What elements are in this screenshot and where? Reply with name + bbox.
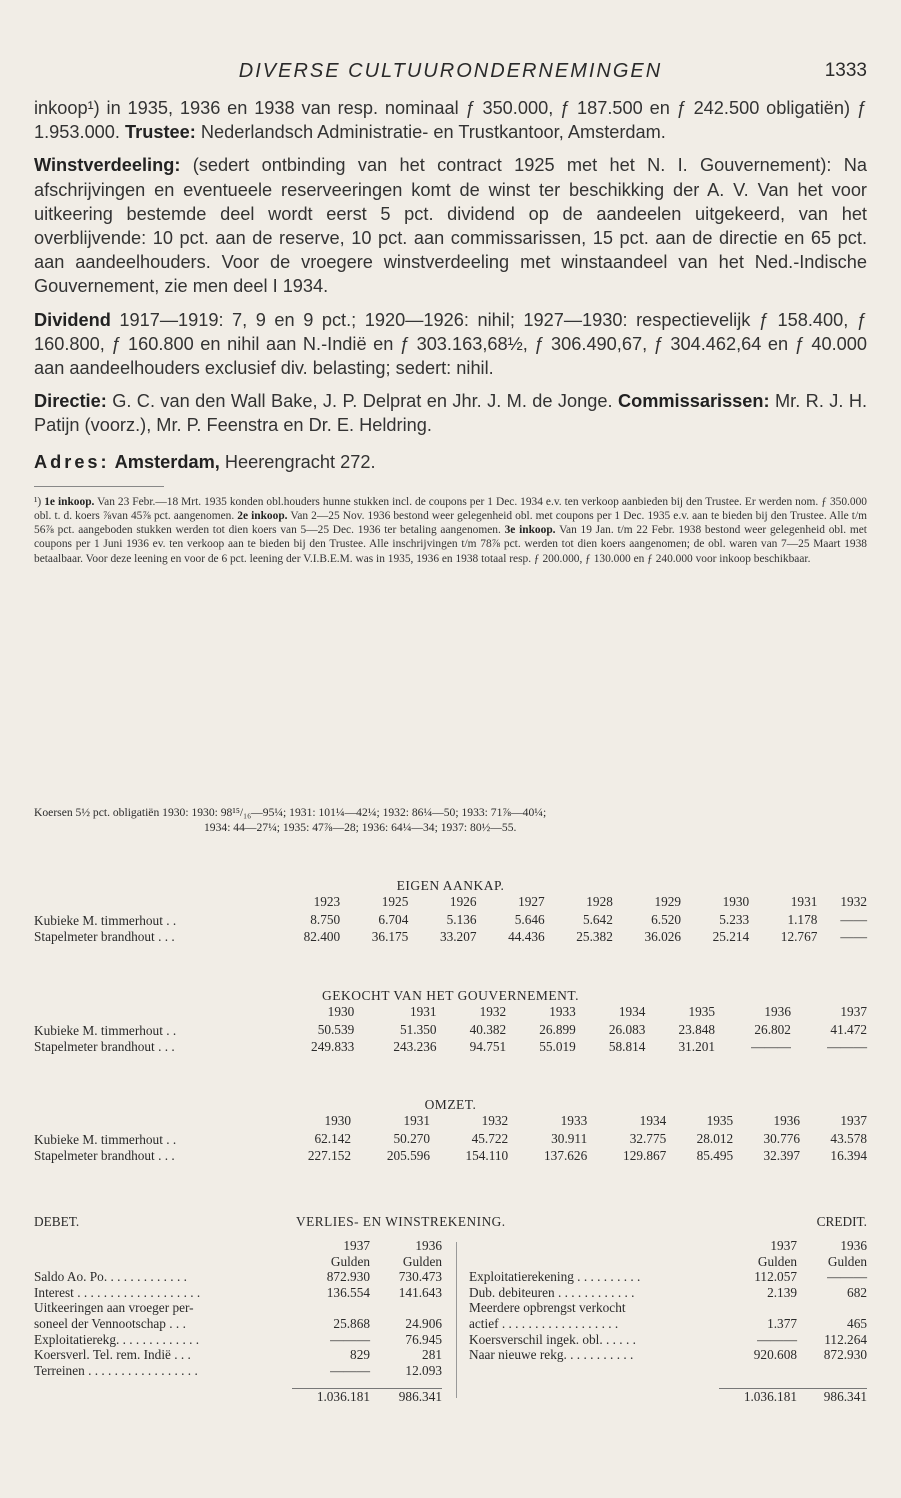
omzet-cell: 227.152: [307, 1148, 352, 1163]
eigen_aankap-cell: ——: [840, 911, 867, 927]
gekocht-row-label: Kubieke M. timmerhout . .: [34, 1023, 177, 1038]
gekocht-year-row: [34, 1004, 867, 1020]
gekocht-cell: 26.083: [608, 1021, 646, 1037]
debet-year-1937: 1937: [343, 1238, 370, 1253]
debet-value-1936: 76.945: [405, 1331, 442, 1347]
intro-text: inkoop¹) in 1935, 1936 en 1938 van resp. nominaal ƒ 350.000, ƒ 187.500 en ƒ 242.500 obligatiën) ƒ 1.953.000.: [34, 98, 867, 143]
debet-value-1936: 281: [422, 1347, 442, 1363]
intro-paragraph: [34, 96, 867, 144]
omzet-row: [34, 1129, 867, 1148]
omzet-table: [34, 1113, 867, 1164]
debet-row-label: Koersverl. Tel. rem. Indië . . .: [34, 1347, 191, 1363]
omzet-year-1935: 1935: [706, 1113, 734, 1128]
credit-years-row: [469, 1238, 867, 1254]
footnote-2e-inkoop-label: 2e inkoop.: [237, 510, 288, 523]
omzet-year-label-cell: [34, 1113, 272, 1129]
debet-row: [34, 1269, 442, 1285]
eigen_aankap-cell: 1.178: [787, 911, 818, 927]
gekocht-year-1934: 1934: [618, 1004, 646, 1019]
eigen_aankap-cell: 6.704: [378, 911, 409, 927]
footnote-separator: [34, 486, 164, 487]
eigen-aankap-section: [34, 878, 867, 945]
omzet-cell: 28.012: [696, 1130, 734, 1146]
omzet-year-1930: 1930: [324, 1113, 352, 1128]
debet-unit-label: [34, 1254, 292, 1270]
debet-value-1937: [292, 1300, 370, 1316]
credit-gap: [797, 1378, 867, 1388]
credit-gap: [469, 1378, 719, 1388]
credit-value-1937: [719, 1300, 797, 1316]
credit-total-label: [469, 1388, 719, 1404]
credit-value-1936: [797, 1300, 867, 1316]
debet-total-1937: 1.036.181: [292, 1388, 370, 1404]
eigen_aankap-row-label: Stapelmeter brandhout . . .: [34, 929, 175, 944]
debet-value-1936: 730.473: [398, 1269, 442, 1285]
commissarissen-text: Mr. R. J. H. Patijn (voorz.), Mr. P. Feenstra en Dr. E. Heldring.: [34, 391, 868, 436]
credit-row: [469, 1269, 867, 1285]
credit-row: [469, 1347, 867, 1363]
gekocht-cell: 41.472: [830, 1021, 867, 1037]
omzet-year-1931: 1931: [403, 1113, 431, 1128]
credit-value-1937: 112.057: [754, 1269, 797, 1285]
koersen-block: [34, 806, 867, 835]
omzet-cell: 30.911: [551, 1130, 588, 1146]
directie-label: Directie:: [34, 391, 107, 412]
omzet-section: [34, 1097, 867, 1164]
debet-gap: [370, 1378, 442, 1388]
eigen_aankap-year-1926: 1926: [449, 894, 477, 909]
credit-spacer-row: [469, 1363, 867, 1379]
vw-divider: [456, 1242, 457, 1398]
gekocht-row-label: Stapelmeter brandhout . . .: [34, 1039, 175, 1054]
adres-city: Amsterdam,: [114, 451, 220, 472]
eigen_aankap-cell: 8.750: [310, 911, 341, 927]
body-text: [34, 96, 867, 566]
footnote-3e-inkoop-text: Van 19 Jan. t/m 22 Febr. 1938 bestond weer gelegenheid obl. met coupons per 1 Juni 1936 ev. ten verkoop aan te bieden bij den Trustee. Alle inschrijvingen t/m 78⅞ pct. werden tot dien koers aangenomen; de obl. waren van 7—25 Maart 1938 betaalbaar. Voor deze leening en voor de 6 pct. leening der V.I.B.E.M. was in 1935, 1936 en 1938 totaal resp. ƒ 200.000, ƒ 130.000 en ƒ 240.000 voor inkoop beschikbaar.: [34, 524, 867, 565]
credit-row: [469, 1332, 867, 1348]
debet-unit-1937: Gulden: [330, 1253, 370, 1269]
credit-row-label: Dub. debiteuren . . . . . . . . . . . .: [469, 1284, 635, 1300]
gekocht-row: [34, 1039, 867, 1055]
debet-label: DEBET.: [34, 1214, 80, 1229]
omzet-year-1932: 1932: [481, 1113, 509, 1128]
credit-value-1936: 682: [847, 1284, 867, 1300]
trustee-text: Nederlandsch Administratie- en Trustkantoor, Amsterdam.: [200, 122, 666, 143]
vw-debet-table: [34, 1238, 442, 1404]
eigen_aankap-row-label: Kubieke M. timmerhout . .: [34, 913, 177, 928]
debet-row: [34, 1285, 442, 1301]
koersen-line-1: Koersen 5½ pct. obligatiën 1930: 1930: 98¹⁵/₁₆—95¼; 1931: 101¼—42¼; 1932: 86¼—50; 1933: 71⅞—40¼;: [34, 806, 547, 819]
commissarissen-label: Commissarissen:: [617, 391, 770, 412]
omzet-year-1934: 1934: [639, 1113, 667, 1128]
omzet-cell: 16.394: [830, 1148, 867, 1163]
eigen_aankap-cell: 25.382: [576, 929, 613, 944]
debet-row-label: soneel der Vennootschap . . .: [34, 1315, 186, 1331]
footnote: [34, 495, 867, 566]
credit-value-1936: 872.930: [823, 1347, 867, 1363]
eigen_aankap-cell: 12.767: [780, 929, 818, 944]
credit-year-1936: 1936: [840, 1238, 867, 1253]
vw-debet-column: [34, 1238, 442, 1404]
dividend-label: Dividend: [34, 309, 111, 330]
debet-row: [34, 1316, 442, 1332]
debet-unit-1936: Gulden: [402, 1253, 442, 1269]
eigen_aankap-row: [34, 910, 867, 929]
footnote-1e-inkoop-text: Van 23 Febr.—18 Mrt. 1935 konden obl.houders hunne stukken incl. de coupons per 1 Dec. 1934 e.v. ten verkoop aanbieden bij den Trustee. Er werden nom. ƒ 350.000 obl. t. d. koers ⅞van 45⅞ pct. aangenomen.: [34, 495, 867, 523]
winstverdeeling-text: (sedert ontbinding van het contract 1925 met het N. I. Gouvernement): Na afschrijvingen en eventueele reserveeringen komt de winst ter beschikking der A. V. Van het voor uitkeering bestemde deel wordt eerst 5 pct. dividend op de aandeelen uitgekeerd, van het overblijvende: 10 pct. aan de reserve, 10 pct. aan commissarissen, 15 pct. aan de directie en 65 pct. aan aandeelhouders. Voor de vroegere winstverdeeling met winstaandeel van het Ned.-Indische Gouvernement, zie men deel I 1934.: [34, 155, 867, 297]
adres-paragraph: [34, 450, 867, 474]
running-header: [34, 60, 867, 90]
debet-row: [34, 1300, 442, 1316]
gekocht-cell: 51.350: [399, 1021, 437, 1037]
omzet-cell: 50.270: [393, 1130, 431, 1146]
credit-value-1937: ———: [757, 1331, 797, 1347]
credit-value-1936: 465: [847, 1315, 867, 1331]
gekocht-cell: 243.236: [393, 1039, 437, 1054]
credit-value-1937: 1.377: [767, 1315, 797, 1331]
eigen_aankap-cell: 44.436: [508, 929, 545, 944]
debet-value-1937: 872.930: [326, 1269, 370, 1285]
directie-paragraph: [34, 389, 867, 437]
credit-row: [469, 1300, 867, 1316]
omzet-cell: 32.397: [763, 1148, 801, 1163]
credit-spacer: [797, 1363, 867, 1379]
gekocht-cell: 26.899: [539, 1021, 576, 1037]
eigen_aankap-cell: 5.136: [446, 911, 477, 927]
footnote-3e-inkoop-label: 3e inkoop.: [504, 524, 556, 537]
verlies-winstrekening: [34, 1214, 867, 1404]
winstverdeeling-paragraph: [34, 153, 867, 298]
trustee-label: Trustee:: [125, 122, 196, 143]
footnote-1e-inkoop-label: 1e inkoop.: [44, 495, 95, 508]
gekocht-cell: ———: [751, 1039, 791, 1054]
gekocht-cell: 40.382: [469, 1021, 507, 1037]
gekocht-cell: 58.814: [608, 1039, 646, 1054]
credit-value-1936: 112.264: [824, 1331, 867, 1347]
debet-years-label: [34, 1238, 292, 1254]
debet-value-1937: ———: [330, 1362, 370, 1378]
omzet-row: [34, 1148, 867, 1164]
eigen_aankap-cell: 33.207: [439, 929, 477, 944]
gekocht-cell: 55.019: [539, 1039, 576, 1054]
omzet-year-1936: 1936: [773, 1113, 801, 1128]
omzet-cell: 30.776: [763, 1130, 801, 1146]
eigen_aankap-year-1925: 1925: [381, 894, 409, 909]
debet-value-1936: 12.093: [405, 1362, 442, 1378]
omzet-year-1933: 1933: [560, 1113, 588, 1128]
omzet-cell: 129.867: [623, 1148, 667, 1163]
winstverdeeling-label: Winstverdeeling:: [34, 155, 181, 176]
eigen_aankap-cell: 5.642: [582, 911, 613, 927]
eigen-aankap-title: EIGEN AANKAP.: [396, 878, 505, 893]
credit-unit-label: [469, 1254, 719, 1270]
credit-years-label: [469, 1238, 719, 1254]
vw-title: VERLIES- EN WINSTREKENING.: [296, 1214, 506, 1229]
eigen_aankap-cell: 5.646: [514, 911, 545, 927]
credit-year-1937: 1937: [770, 1238, 797, 1253]
credit-row: [469, 1285, 867, 1301]
credit-total-row: [469, 1388, 867, 1404]
debet-row: [34, 1363, 442, 1379]
omzet-year-1937: 1937: [840, 1113, 867, 1128]
adres-label: Adres:: [34, 451, 110, 472]
omzet-cell: 154.110: [465, 1148, 509, 1163]
credit-total-1937: 1.036.181: [719, 1388, 797, 1404]
credit-row-label: Exploitatierekening . . . . . . . . . .: [469, 1269, 641, 1285]
gekocht-cell: ———: [827, 1039, 867, 1054]
credit-value-1936: ———: [827, 1269, 867, 1285]
eigen_aankap-year-1929: 1929: [654, 894, 682, 909]
omzet-title: OMZET.: [424, 1097, 477, 1112]
debet-row-label: Uitkeeringen aan vroeger per-: [34, 1300, 194, 1316]
eigen_aankap-cell: 5.233: [719, 911, 750, 927]
debet-gap-row: [34, 1378, 442, 1388]
eigen_aankap-cell: 25.214: [712, 929, 750, 944]
debet-value-1937: 829: [350, 1347, 370, 1363]
omzet-cell: 45.722: [471, 1130, 509, 1146]
debet-row-label: Saldo Ao. Po. . . . . . . . . . . . .: [34, 1269, 187, 1285]
credit-unit-1937: Gulden: [757, 1253, 797, 1269]
gekocht-year-label-cell: [34, 1004, 272, 1020]
credit-spacer: [469, 1363, 719, 1379]
gekocht-section: [34, 988, 867, 1055]
eigen_aankap-year-1927: 1927: [518, 894, 545, 909]
omzet-cell: 62.142: [314, 1130, 352, 1146]
vw-credit-table: [469, 1238, 867, 1404]
gekocht-row: [34, 1020, 867, 1039]
debet-total-1936: 986.341: [370, 1388, 442, 1404]
eigen_aankap-year-1930: 1930: [722, 894, 750, 909]
koersen-line-2: 1934: 44—27¼; 1935: 47⅞—28; 1936: 64¼—34; 1937: 80½—55.: [204, 820, 517, 834]
omzet-cell: 85.495: [696, 1148, 734, 1163]
gekocht-cell: 50.539: [317, 1021, 355, 1037]
eigen_aankap-year-label-cell: [34, 894, 272, 910]
debet-value-1936: 141.643: [398, 1284, 442, 1300]
footnote-marker: ¹): [34, 495, 42, 508]
eigen_aankap-year-1931: 1931: [790, 894, 818, 909]
debet-value-1936: [370, 1300, 442, 1316]
credit-row-label: Koersverschil ingek. obl. . . . . .: [469, 1331, 636, 1347]
directie-text: G. C. van den Wall Bake, J. P. Delprat en Jhr. J. M. de Jonge.: [112, 391, 613, 412]
credit-row: [469, 1316, 867, 1332]
eigen_aankap-cell: 6.520: [651, 911, 682, 927]
omzet-cell: 205.596: [386, 1148, 431, 1163]
gekocht-year-1932: 1932: [479, 1004, 507, 1019]
debet-value-1937: 25.868: [333, 1315, 370, 1331]
debet-years-row: [34, 1238, 442, 1254]
gekocht-cell: 31.201: [678, 1039, 716, 1054]
omzet-cell: 43.578: [830, 1130, 867, 1146]
vw-credit-column: [469, 1238, 867, 1404]
eigen_aankap-cell: 82.400: [303, 929, 341, 944]
gekocht-cell: 94.751: [469, 1039, 507, 1054]
debet-row: [34, 1347, 442, 1363]
credit-spacer: [719, 1363, 797, 1379]
credit-unit-1936: Gulden: [827, 1253, 867, 1269]
omzet-year-row: [34, 1113, 867, 1129]
gekocht-year-1936: 1936: [764, 1004, 791, 1019]
omzet-row-label: Kubieke M. timmerhout . .: [34, 1132, 177, 1147]
page-number: 1333: [824, 60, 867, 81]
gekocht-title: GEKOCHT VAN HET GOUVERNEMENT.: [322, 988, 579, 1003]
running-title: DIVERSE CULTUURONDERNEMINGEN: [238, 60, 663, 82]
adres-street: Heerengracht 272.: [224, 451, 376, 472]
credit-total-1936: 986.341: [797, 1388, 867, 1404]
dividend-paragraph: [34, 308, 867, 381]
debet-value-1937: 136.554: [326, 1284, 370, 1300]
gekocht-cell: 249.833: [311, 1039, 355, 1054]
debet-row-label: Interest . . . . . . . . . . . . . . . . . . .: [34, 1284, 201, 1300]
credit-label: CREDIT.: [816, 1214, 867, 1229]
debet-total-label: [34, 1388, 292, 1404]
debet-row-label: Exploitatierekg. . . . . . . . . . . . .: [34, 1331, 200, 1347]
eigen_aankap-cell: ——: [840, 929, 867, 944]
debet-gap: [34, 1378, 292, 1388]
gekocht-year-1937: 1937: [840, 1004, 867, 1019]
eigen_aankap-cell: 36.175: [371, 929, 409, 944]
gekocht-year-1930: 1930: [327, 1004, 355, 1019]
vw-header: [34, 1214, 867, 1234]
eigen_aankap-year-row: [34, 894, 867, 910]
gekocht-year-1933: 1933: [549, 1004, 576, 1019]
credit-gap-row: [469, 1378, 867, 1388]
eigen-aankap-table: [34, 894, 867, 945]
eigen_aankap-cell: 36.026: [644, 929, 682, 944]
debet-unit-row: [34, 1254, 442, 1270]
debet-year-1936: 1936: [415, 1238, 442, 1253]
credit-row-label: actief . . . . . . . . . . . . . . . . . .: [469, 1315, 619, 1331]
credit-gap: [719, 1378, 797, 1388]
footnote-2e-inkoop-text: Van 2—25 Nov. 1936 bestond weer gelegenheid obl. met coupons per 1 Dec. 1935 e.v. aan te bieden bij den Trustee. Alle t/m 56⅞ pct. aangeboden stukken werden tot dien koers van 5—25 Dec. 1936 ter betaling aangenomen.: [34, 510, 867, 537]
debet-row: [34, 1332, 442, 1348]
gekocht-cell: 23.848: [678, 1021, 716, 1037]
omzet-cell: 137.626: [544, 1148, 588, 1163]
debet-total-row: [34, 1388, 442, 1404]
debet-value-1936: 24.906: [405, 1315, 442, 1331]
dividend-text: 1917—1919: 7, 9 en 9 pct.; 1920—1926: nihil; 1927—1930: respectievelijk ƒ 158.400, ƒ 160.800, ƒ 160.800 en nihil aan N.-Indië en ƒ 303.163,68½, ƒ 306.490,67, ƒ 304.462,64 en ƒ 40.000 aan aandeelhouders exclusief div. belasting; sedert: nihil.: [34, 309, 867, 379]
eigen_aankap-year-1932: 1932: [840, 894, 867, 909]
credit-value-1937: 2.139: [767, 1284, 797, 1300]
gekocht-year-1931: 1931: [409, 1004, 437, 1019]
credit-unit-row: [469, 1254, 867, 1270]
debet-value-1937: ———: [330, 1331, 370, 1347]
eigen_aankap-year-1923: 1923: [313, 894, 341, 909]
gekocht-table: [34, 1004, 867, 1055]
credit-value-1937: 920.608: [753, 1347, 797, 1363]
gekocht-cell: 26.802: [754, 1021, 791, 1037]
omzet-cell: 32.775: [629, 1130, 667, 1146]
credit-row-label: Naar nieuwe rekg. . . . . . . . . . .: [469, 1347, 634, 1363]
eigen_aankap-row: [34, 929, 867, 945]
debet-gap: [292, 1378, 370, 1388]
eigen_aankap-year-1928: 1928: [586, 894, 613, 909]
gekocht-year-1935: 1935: [688, 1004, 716, 1019]
omzet-row-label: Stapelmeter brandhout . . .: [34, 1148, 175, 1163]
debet-row-label: Terreinen . . . . . . . . . . . . . . . . .: [34, 1362, 198, 1378]
credit-row-label: Meerdere opbrengst verkocht: [469, 1300, 626, 1316]
